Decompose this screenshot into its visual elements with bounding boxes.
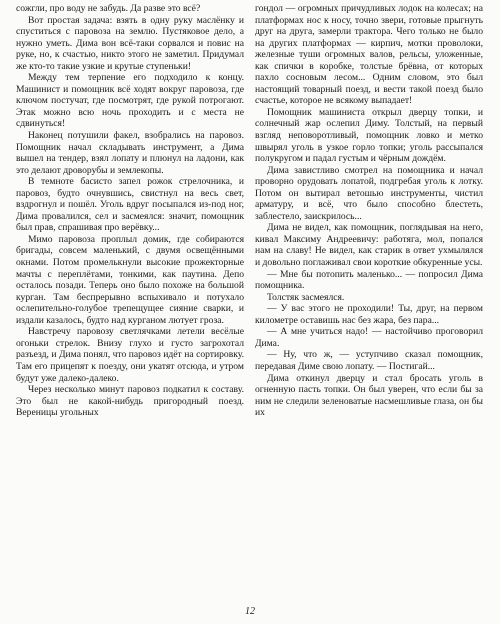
page-number: 12	[245, 606, 255, 617]
paragraph: Через несколько минут паровоз подкатил к составу. Это был не какой-нибудь пригородный поезд. Вереницы угольных	[16, 384, 244, 419]
left-column	[16, 3, 244, 419]
paragraph: Мимо паровоза проплыл домик, где собираются бригады, совсем маленький, с двумя освещёнными окнами. Потом промелькнули высокие прожекторные мачты с переплётами, тонкими, как паутина. Депо осталось позади. Теперь оно было похоже на большой курган. Там беспрерывно вспыхивало и потухало ослепительно-голубое трепещущее сияние сварки, и издали казалось, будто над курганом лютует гроза.	[16, 233, 244, 326]
paragraph: Толстяк засмеялся.	[267, 291, 345, 303]
paragraph: Дима завистливо смотрел на помощника и начал проворно орудовать лопатой, подгребая уголь к лотку. Потом он вытирал ветошью инструменты, чистил арматуру, и всё, что было способно блестеть, заблестело, заискрилось...	[255, 164, 483, 222]
paragraph: — А мне учиться надо! — настойчиво проговорил Дима.	[255, 326, 483, 349]
paragraph: сожгли, про воду не забудь. Да разве это всё?	[16, 3, 201, 14]
paragraph: Дима откинул дверцу и стал бросать уголь в огненную пасть топки. Он был уверен, что если бы за ним не следили зеленоватые насмешливые глаза, он бы их	[255, 372, 483, 419]
paragraph: — У вас этого не проходили! Ты, друг, на первом километре оставишь нас без жара, без пара...	[255, 303, 483, 326]
paragraph: Помощник машиниста открыл дверцу топки, и солнечный жар ослепил Диму. Толстый, на первый взгляд неповоротливый, помощник ловко и метко швырял уголь в узкое горло топки; уголь рассыпался полукругом и падал густым и чёрным дождём.	[255, 106, 483, 165]
paragraph: Навстречу паровозу светлячками летели весёлые огоньки стрелок. Внизу глухо и густо загрохотал разъезд, и Дима понял, что паровоз идёт на сортировку. Там его прицепят к поезду, они укатят отсюда, и утром будут уже далеко-далеко.	[16, 326, 244, 384]
paragraph: — Ну, что ж, — уступчиво сказал помощник, передавая Диме свою лопату. — Постигай...	[255, 349, 483, 372]
paragraph: Дима не видел, как помощник, поглядывая на него, кивал Максиму Андреевичу: работяга, мол, попался нам на славу! Не видел, как старик в ответ ухмылялся и довольно поглаживал свои короткие обкуренные усы.	[255, 222, 483, 269]
paragraph: Между тем терпение его подходило к концу. Машинист и помощник всё ходят вокруг паровоза, где ключом постучат, где посмотрят, где рукой потрогают. Этак можно всю ночь проходить и с места не сдвинуться!	[16, 72, 244, 130]
paragraph: гондол — огромных причудливых лодок на колесах; на платформах нос к носу, точно звери, готовые прыгнуть друг на друга, замерли трактора. Чего только не было на других платформах — кирпич, мотки проволоки, железные туши огромных валов, рельсы, уложенные, как спички в коробке, толстые брёвна, от которых пахло сосновым лесом... Одним словом, это был настоящий товарный поезд, и вести такой поезд было счастье, которое не всякому выпадает!	[255, 3, 483, 107]
paragraph: В темноте басисто запел рожок стрелочника, и паровоз, будто очнувшись, свистнул на весь свет, вздрогнул и пошёл. Уголь вдруг посыпался из-под ног, Дима провалился, сел и засмеялся: значит, помощник был прав, спрашивая про верёвку...	[16, 176, 244, 234]
right-column	[255, 3, 483, 419]
paragraph: Наконец потушили факел, взобрались на паровоз. Помощник начал складывать инструмент, а Дима вышел на тендер, взял лопату и плюнул на ладони, как это делают дроворубы и землекопы.	[16, 130, 244, 176]
paragraph: — Мне бы потопить маленько... — попросил Дима помощника.	[255, 268, 483, 292]
paragraph: Вот простая задача: взять в одну руку маслёнку и спуститься с паровоза на землю. Пустяковое дело, а нужно уметь. Дима вон всё-таки сорвался и повис на руке, но, к счастью, никто этого не заметил. Придумал же кто-то такие узкие и крутые ступеньки!	[16, 14, 244, 72]
